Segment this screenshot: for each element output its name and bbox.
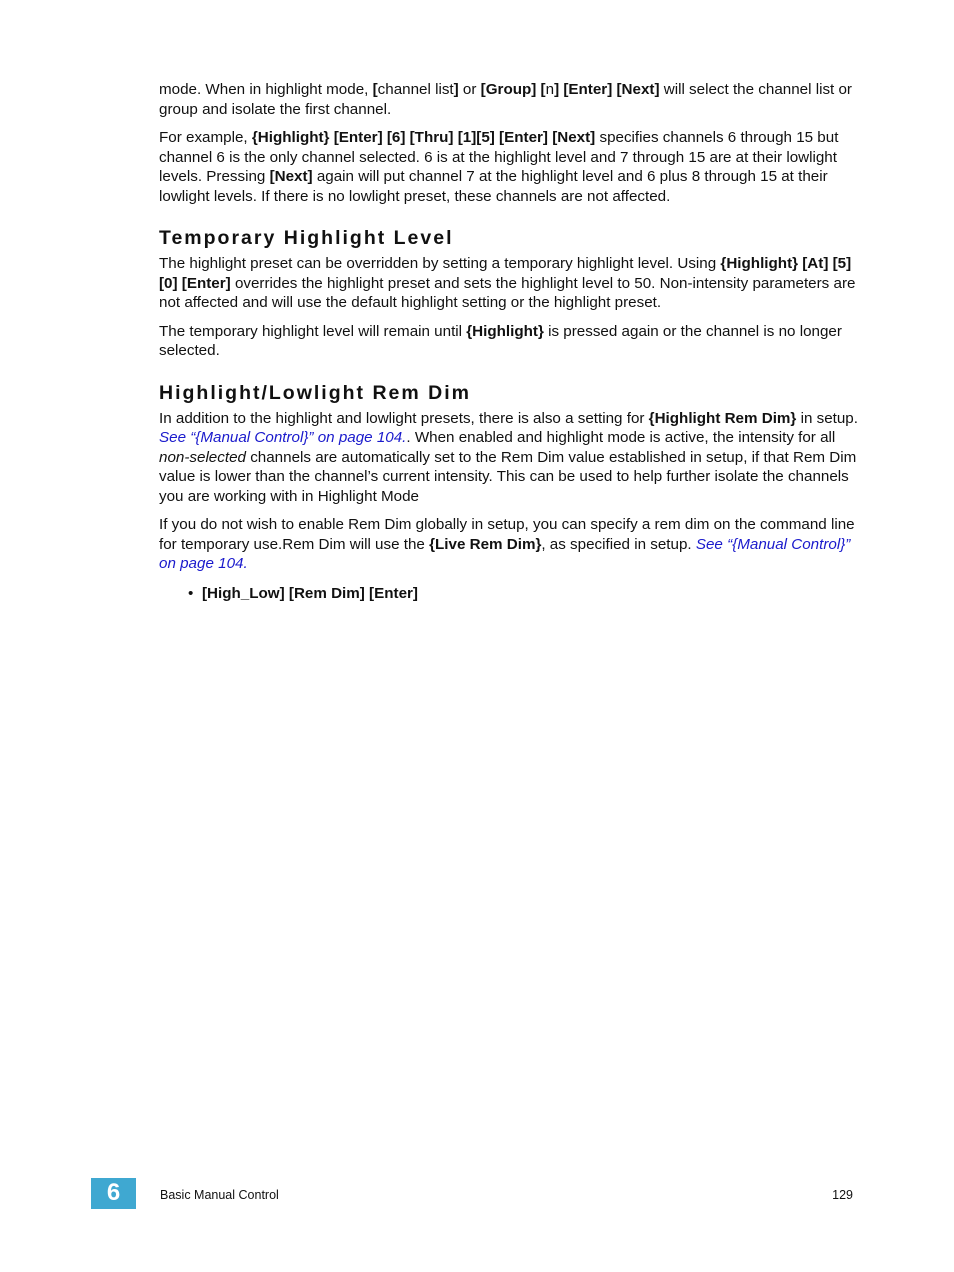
paragraph-example xyxy=(159,128,859,206)
chapter-number-tab: 6 xyxy=(91,1178,136,1209)
text: channel list xyxy=(377,81,454,98)
bold-text: [Next] xyxy=(269,168,313,185)
italic-text: non-selected xyxy=(159,448,246,466)
text: The highlight preset can be overridden by setting a temporary highlight level. Using xyxy=(159,255,721,272)
text: is pressed again or the channel is no longer selected. xyxy=(159,322,842,359)
text: The temporary highlight level will remain until xyxy=(159,322,467,340)
bold-text: {Highlight} xyxy=(466,322,544,340)
heading-highlight-lowlight-rem-dim: Highlight/Lowlight Rem Dim xyxy=(159,381,471,404)
text: or xyxy=(458,81,481,98)
text: mode. When in highlight mode, xyxy=(159,81,373,98)
bullet-item xyxy=(188,584,859,604)
manual-control-link[interactable]: See “{Manual Control}” on page 104. xyxy=(159,429,407,446)
text: . When enabled and highlight mode is active, the intensity for all xyxy=(406,429,836,446)
bullet-dot: • xyxy=(188,584,194,602)
text: For example, xyxy=(159,129,252,146)
text: will select the channel list or group and isolate the first channel. xyxy=(159,81,852,118)
page-number: 129 xyxy=(832,1188,853,1202)
text: overrides the highlight preset and sets the highlight level to 50. Non-intensity parameters are not affected and will use the default highlight setting or the highlight preset. xyxy=(159,274,856,311)
bold-text: ] xyxy=(453,81,459,98)
bold-text: {Highlight} [At] [5][0] [Enter] xyxy=(159,255,852,292)
bold-text: [Group] [ xyxy=(480,81,546,98)
text: If you do not wish to enable Rem Dim globally in setup, you can specify a rem dim on the command line for temporary use.Rem Dim will use the xyxy=(159,516,855,553)
bullet-text: [High_Low] [Rem Dim] [Enter] xyxy=(202,584,418,602)
heading-temporary-highlight-level: Temporary Highlight Level xyxy=(159,227,454,249)
text: , as specified in setup. xyxy=(541,535,696,553)
bold-text: {Highlight Rem Dim} xyxy=(648,409,797,427)
page-body xyxy=(159,80,859,603)
bold-text: ] [Enter] [Next] xyxy=(554,81,660,98)
text: again will put channel 7 at the highlight level and 6 plus 8 through 15 at their lowlight levels. If there is no lowlight preset, these channels are not affected. xyxy=(159,168,828,205)
paragraph-rem-dim-setup xyxy=(159,409,859,507)
text: In addition to the highlight and lowlight presets, there is also a setting for xyxy=(159,409,649,427)
paragraph-highlight-mode xyxy=(159,80,859,119)
bold-text: {Live Rem Dim} xyxy=(429,535,542,553)
text: channels are automatically set to the Rem Dim value established in setup, if that Rem Dim value is lower than the channel’s current intensity. This can be used to help further isolate the channels you are working with in Highlight Mode xyxy=(159,448,857,505)
text: specifies channels 6 through 15 but channel 6 is the only channel selected. 6 is at the highlight level and 7 through 15 are at their lowlight levels. Pressing xyxy=(159,129,839,185)
paragraph-temp-override xyxy=(159,254,859,313)
bold-text: [ xyxy=(372,81,378,98)
text: n xyxy=(545,81,555,98)
paragraph-temp-remain xyxy=(159,322,859,361)
footer-chapter-title: Basic Manual Control xyxy=(160,1188,279,1202)
bold-text: {Highlight} [Enter] [6] [Thru] [1][5] [Enter] [Next] xyxy=(251,129,596,146)
text: in setup. xyxy=(796,409,858,427)
paragraph-rem-dim-command-line xyxy=(159,515,859,574)
manual-control-link[interactable]: See “{Manual Control}” on page 104. xyxy=(159,535,851,572)
